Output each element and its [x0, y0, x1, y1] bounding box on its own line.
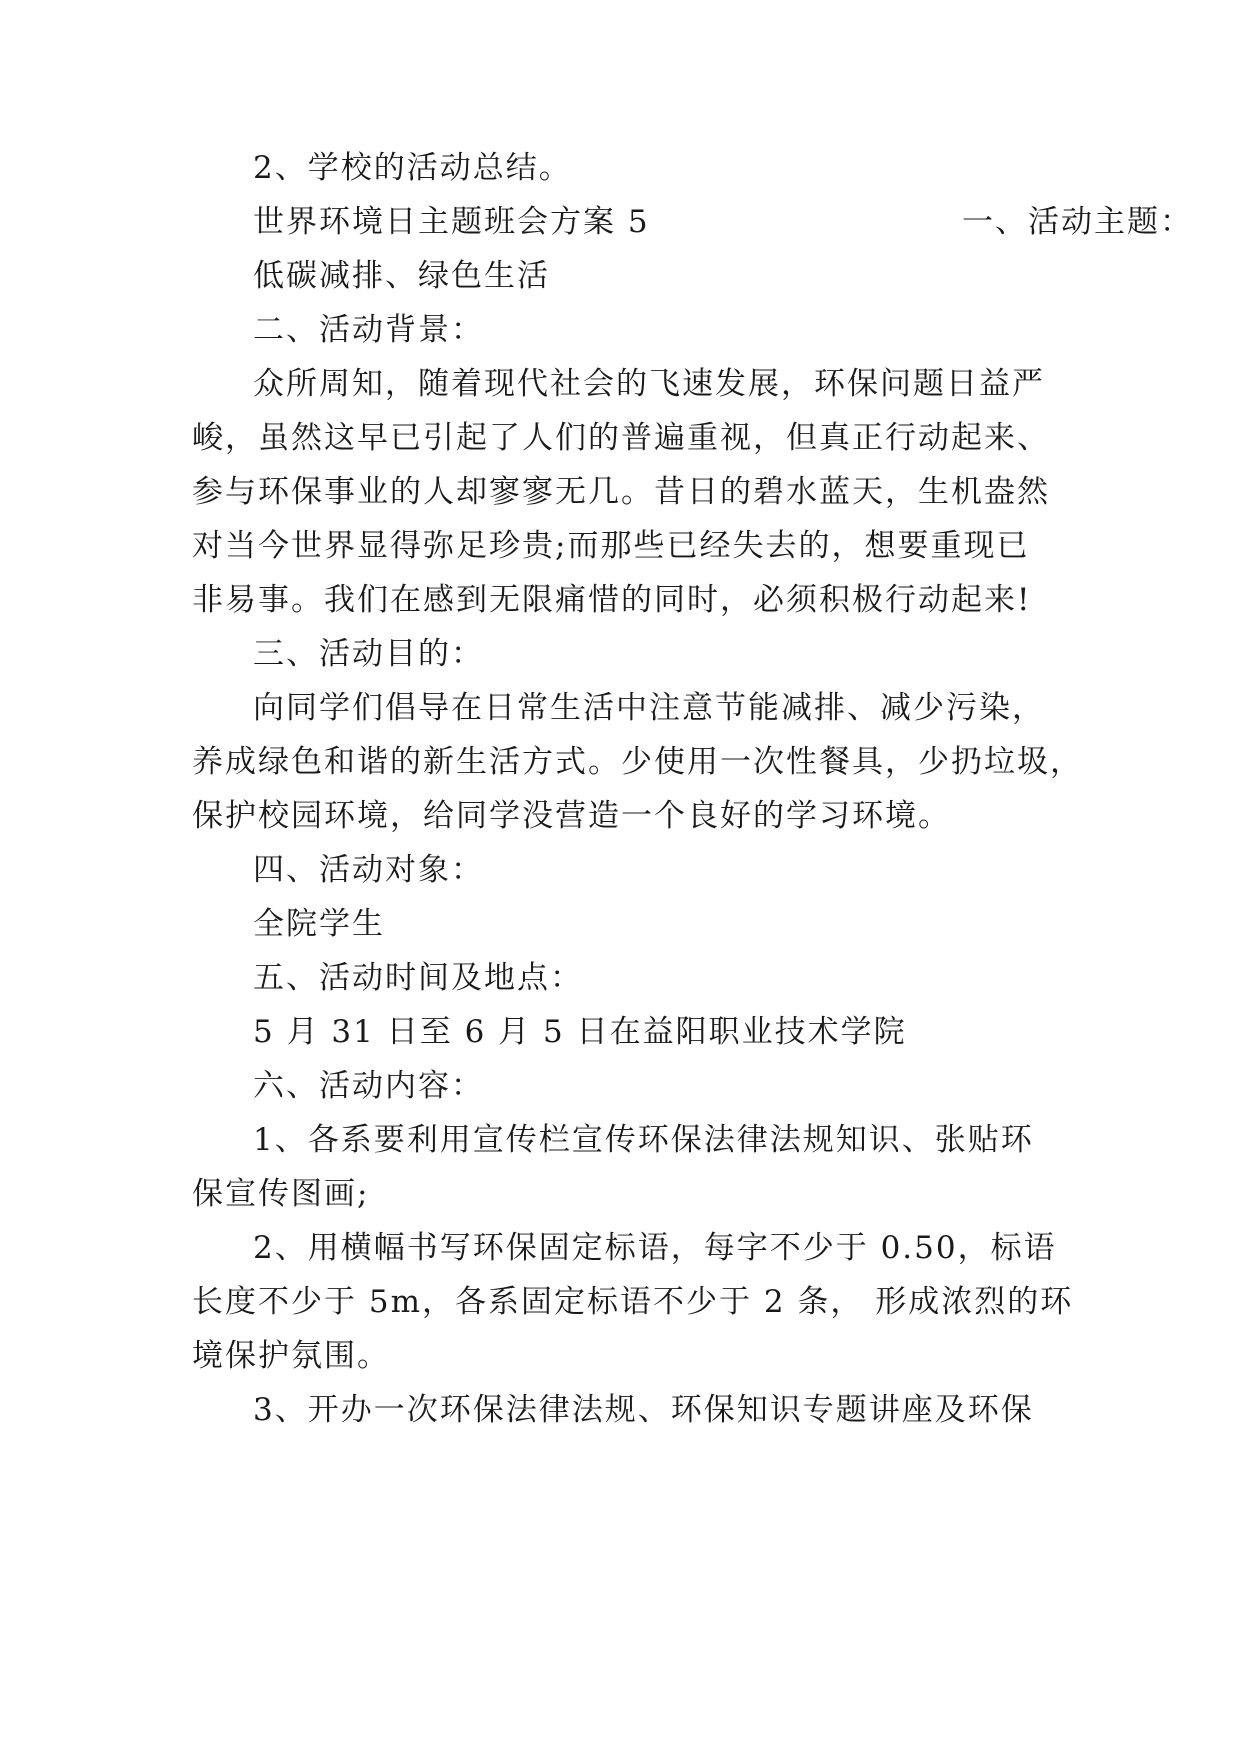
paragraph-line: 峻，虽然这早已引起了人们的普遍重视，但真正行动起来、 — [192, 420, 1050, 456]
paragraph-line: 参与环保事业的人却寥寥无几。昔日的碧水蓝天，生机盎然 — [192, 474, 1050, 510]
paragraph-line: 养成绿色和谐的新生活方式。少使用一次性餐具，少扔垃圾， — [192, 744, 1083, 780]
theme-heading: 一、活动主题： — [962, 204, 1193, 240]
paragraph-line: 非易事。我们在感到无限痛惜的同时，必须积极行动起来! — [192, 582, 1032, 618]
text-line: 2、学校的活动总结。 — [253, 150, 572, 186]
theme-text: 低碳减排、绿色生活 — [253, 258, 550, 294]
paragraph-line: 保护校园环境，给同学没营造一个良好的学习环境。 — [192, 798, 951, 834]
list-item-line: 1、各系要利用宣传栏宣传环保法律法规知识、张贴环 — [253, 1122, 1034, 1158]
content-heading: 六、活动内容： — [253, 1068, 484, 1104]
list-item-line: 境保护氛围。 — [192, 1338, 390, 1374]
plan-title: 世界环境日主题班会方案 5 — [253, 204, 650, 240]
target-heading: 四、活动对象： — [253, 852, 484, 888]
time-place-heading: 五、活动时间及地点： — [253, 960, 583, 996]
section-title-line — [253, 202, 1193, 242]
list-item-line: 3、开办一次环保法律法规、环保知识专题讲座及环保 — [253, 1392, 1034, 1428]
target-text: 全院学生 — [253, 906, 385, 942]
purpose-heading: 三、活动目的： — [253, 636, 484, 672]
background-heading: 二、活动背景： — [253, 312, 484, 348]
list-item-line: 长度不少于 5m，各系固定标语不少于 2 条， 形成浓烈的环 — [192, 1284, 1074, 1320]
list-item-line: 保宣传图画; — [192, 1176, 370, 1212]
paragraph-line: 向同学们倡导在日常生活中注意节能减排、减少污染， — [253, 690, 1045, 726]
list-item-line: 2、用横幅书写环保固定标语，每字不少于 0.50，标语 — [253, 1230, 1057, 1266]
time-place-text: 5 月 31 日至 6 月 5 日在益阳职业技术学院 — [253, 1014, 907, 1050]
paragraph-line: 众所周知，随着现代社会的飞速发展，环保问题日益严 — [253, 366, 1045, 402]
paragraph-line: 对当今世界显得弥足珍贵;而那些已经失去的，想要重现已 — [192, 528, 1030, 564]
